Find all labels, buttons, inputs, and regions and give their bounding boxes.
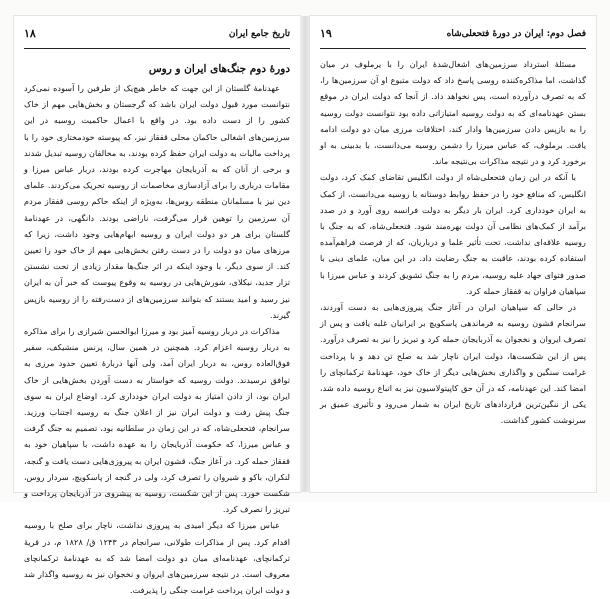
left-page-body xyxy=(24,56,290,596)
running-head: تاریخ جامع ایران xyxy=(228,29,290,39)
paragraph: در حالی که سپاهیان ایران در آغاز جنگ پیروزی‌هایی به دست آوردند، سرانجام قشون روسیه به فرماندهی پاسکویچ بر ایرانیان غلبه یافت و پس از تصرف ایروان و نخجوان به آذربایجان حمله کرد و تبریز را نیز به تصرف درآورد. پس از این شکست‌ها، دولت ایران ناچار شد به صلح تن دهد و با پرداخت غرامت سنگین و واگذاری بخش‌هایی دیگر از خاک خود، عهدنامهٔ ترکمانچای را امضا کند. این عهدنامه، که در آن حق کاپیتولاسیون نیز به اتباع روسیه داده شد، یکی از ننگین‌ترین قراردادهای تاریخ ایران به شمار می‌رود و تأثیری عمیق بر سرنوشت کشور گذاشت. xyxy=(320,302,586,426)
left-page-header xyxy=(24,20,290,49)
paragraph: با آنکه در این زمان فتحعلی‌شاه از دولت انگلیس تقاضای کمک کرد، دولت انگلیس، که منافع خود را در حفظ روابط دوستانه با روسیه می‌دانست، از کمک به ایران خودداری کرد. ایران بار دیگر به دولت فرانسه روی آورد و در صدد برآمد از کمک‌های نظامی آن دولت بهره‌مند شود. فتحعلی‌شاه، که به جنگ با روسیه علاقه‌ای نداشت، تحت تأثیر علما و درباریان، که از فرصت فراهم‌آمده استفاده کرده بودند، عاقبت به جنگ رضایت داد. در این میان، علمای دینی با صدور فتوای جهاد علیه روسیه، مردم را به جنگ تشویق کردند و عباس میرزا با سپاهیان فراوان به قفقاز حمله کرد. xyxy=(320,172,586,296)
page-number: ۱۸ xyxy=(24,27,36,40)
right-page-header xyxy=(320,20,586,49)
running-head: فصل دوم: ایران در دورهٔ فتحعلی‌شاه xyxy=(446,29,586,39)
right-page-body xyxy=(320,56,586,484)
paragraph: عباس میرزا که دیگر امیدی به پیروزی نداشت، ناچار برای صلح با روسیه اقدام کرد. پس از مذاکرات طولانی، سرانجام در ۱۲۴۳ ق/ ۱۸۲۸ م، در قریهٔ ترکمانچای، عهدنامه‌ای میان دو دولت امضا شد که به عهدنامهٔ ترکمانچای معروف است. در نتیجه سرزمین‌های ایروان و نخجوان نیز به روسیه واگذار شد و دولت ایران پرداخت غرامت جنگی را پذیرفت. xyxy=(24,520,290,596)
paragraph: مذاکرات در دربار روسیه آمیز بود و میرزا ابوالحسن شیرازی را برای مذاکره به دربار روسیه اعزام کرد. همچنین در همین سال، پرنس منشیکف، سفیر فوق‌العاده روس، به دربار ایران آمد، ولی آنها دربارهٔ تعیین حدود مرزی به توافق نرسیدند. دولت روسیه که خواستار به دست آوردن بخش‌هایی از خاک ایران بود، از دادن امتیاز به دولت ایران خودداری کرد. اوضاع ایران به سوی جنگ پیش رفت و دولت ایران نیز از اعلان جنگ به روسیه اجتناب ورزید. سرانجام، فتحعلی‌شاه، که در این زمان در سلطانیه بود، تصمیم به جنگ گرفت و عباس میرزا، که حکومت آذربایجان را به عهده داشت، با سپاهیان خود به قفقاز حمله کرد. در آغاز جنگ، قشون ایران به پیروزی‌هایی دست یافت و گنجه، لنکران، باکو و شیروان را تصرف کرد، ولی در گنجه از پاسکویچ، سردار روس، شکست خورد. پس از این شکست، روسیه به پیشروی در آذربایجان پرداخت و تبریز را تصرف کرد. xyxy=(24,326,290,515)
book-gutter xyxy=(300,16,310,492)
left-page xyxy=(14,16,300,596)
right-page xyxy=(310,16,596,492)
section-title: دورهٔ دوم جنگ‌های ایران و روس xyxy=(148,63,290,75)
paragraph: مسئلهٔ استرداد سرزمین‌های اشغال‌شدهٔ ایران را با یرملوف در میان گذاشت، اما مذاکره‌کننده روسی پاسخ داد که دولت متبوع او آن سرزمین‌ها را، که به تصرف درآورده است، پس نخواهد داد. از آنجا که دولت ایران در موقع بستن عهدنامه‌ای که به دولت روسیه امتیازاتی داده بود نتوانست دولت روسیه را به بازپس دادن سرزمین‌ها وادار کند، اختلافات مرزی میان دو دولت ادامه یافت. برملوف، که عباس میرزا را دشمن روسیه می‌دانست، با بدبینی به او برخورد کرد و در نتیجه مذاکرات بی‌نتیجه ماند. xyxy=(320,59,586,167)
paragraph: عهدنامهٔ گلستان از این جهت که خاطر هیچ‌یک از طرفین را آسوده نمی‌کرد نتوانست مورد قبول دولت ایران باشد که گرجستان و بخش‌هایی مهم از خاک کشور را از دست داده بود. در واقع با اعمال حاکمیت روسیه در این سرزمین‌های اشغالی حاکمان محلی قفقاز نیز، که پیوسته خودمختاری خود را با پرداخت مالیات به دولت ایران حفظ کرده بودند، به مخالفان روسیه تبدیل شدند و برخی از آنان که به آذربایجان مهاجرت کرده بودند، دربار عباس میرزا و مقامات درباری را برای آزادسازی مخاصمات از روسیه تحریک می‌کردند. علمای دین نیز با مسلمانان منطقه روس‌ها، به‌ویژه از اینکه حاکم روسی قفقاز مردم آن سرزمین را توهین قرار می‌گرفت، ناراضی بودند. دانگهی، در عهدنامهٔ گلستان برای هر دو دولت ایران و روسیه ابهام‌هایی وجود داشت، زیرا که مرزهای میان دو دولت را در دست رفتن بخش‌هایی مهم از خاک خود را تعیین کند. از سوی دیگر، با وجود اینکه در اثر جنگ‌ها مقدار زیادی از تحت نشستن تزار جدید، نیکلای، شورش‌هایی در روسیه به وقوع پیوست که خبر آن به ایران نیز رسید و امید بستند که بتوانند سرزمین‌های از دست‌رفته را از روسیه بازپس گیرند. xyxy=(24,83,290,320)
page-number: ۱۹ xyxy=(320,27,332,40)
